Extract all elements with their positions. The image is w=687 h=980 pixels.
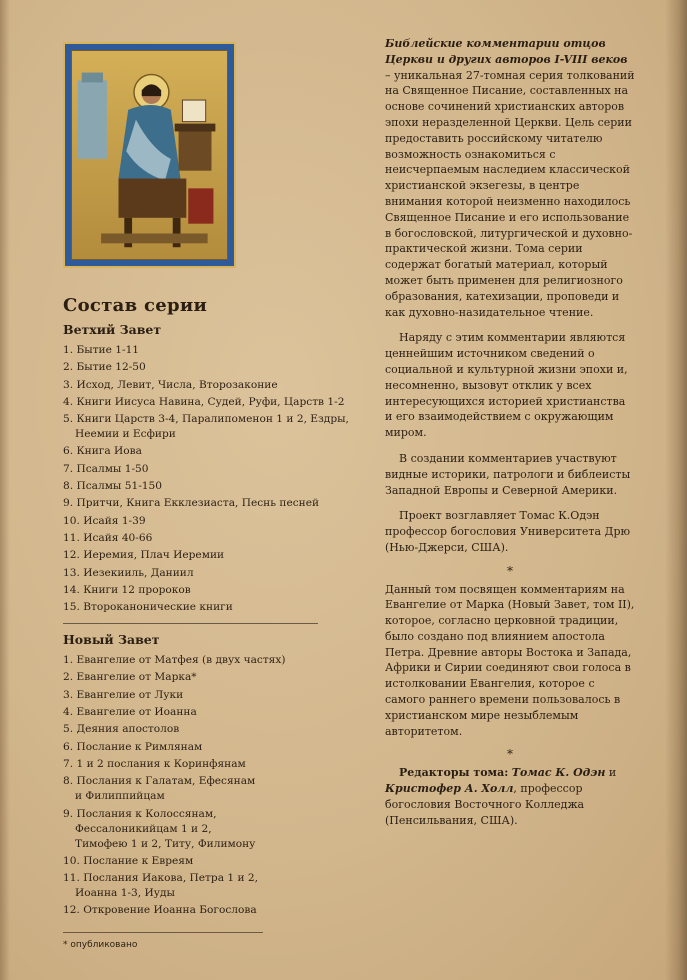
list-item-text: 5. Деяния апостолов xyxy=(63,723,180,736)
footnote-divider xyxy=(63,932,263,933)
list-item xyxy=(63,600,323,615)
list-item xyxy=(63,378,323,393)
editor-1: Томас К. Одэн xyxy=(511,766,606,780)
editor-2: Кристофер А. Холл xyxy=(385,782,514,796)
list-item-text: 9. Притчи, Книга Екклезиаста, Песнь песней xyxy=(63,497,320,510)
list-item xyxy=(63,531,323,546)
editors-paragraph xyxy=(385,765,635,828)
list-item-text: 11. Исайя 40-66 xyxy=(63,531,153,544)
list-item-text: 11. Послания Иакова, Петра 1 и 2, xyxy=(63,872,259,885)
list-item-text: 13. Иезекииль, Даниил xyxy=(63,566,194,579)
paragraph-volume: Данный том посвящен комментариям на Евангелие от Марка (Новый Завет, том II), которое, согласно церковной традиции, было создано под влиянием апостола Петра. Древние авторы Востока и Запада, Африки и Сирии соединяют свои голоса в истолковании Евангелия, которое с самого раннего времени пользовалось в христианском мире незыблемым авторитетом. xyxy=(385,582,635,738)
list-item xyxy=(63,757,323,772)
list-item-text: 7. Псалмы 1-50 xyxy=(63,462,149,475)
list-item-text: 12. Откровение Иоанна Богослова xyxy=(63,904,257,917)
evangelist-icon-image xyxy=(63,42,236,268)
separator-star: * xyxy=(507,747,513,762)
paragraph-sources: Наряду с этим комментарии являются ценнейшим источником сведений о социальной и культурной жизни эпохи и, несомненно, вызовут отклик у всех интересующихся историей христианства и его взаимодействием с окружающим миром. xyxy=(385,331,628,440)
separator-star: * xyxy=(507,563,513,578)
divider xyxy=(63,623,318,624)
new-testament-heading: Новый Завет xyxy=(63,632,160,648)
intro-text: – уникальная 27-томная серия толкований на Священное Писание, составленных на основе сочинений христианских авторов эпохи неразделенной Церкви. Цель серии предоставить российскому читателю возможность ознакомиться с неисчерпаемым наследием классической христианской экзегезы, в центре внимания которой неизменно находилось Священное Писание и его использование в богословской, литургической и духовно-практической жизни. Тома серии содержат богатый материал, который может быть применен для религиозного образования, катехизации, проповеди и как духовно-назидательное чтение. xyxy=(385,68,635,319)
list-item xyxy=(63,774,323,804)
list-item xyxy=(63,583,323,598)
list-item-text: 3. Исход, Левит, Числа, Второзаконие xyxy=(63,378,278,391)
list-item-text: 6. Книга Иова xyxy=(63,445,142,458)
list-item xyxy=(63,871,323,901)
list-item-text: 12. Иеремия, Плач Иеремии xyxy=(63,549,225,562)
list-item-continuation: Неемии и Есфири xyxy=(75,428,176,441)
list-item-text: 5. Книги Царств 3-4, Паралипоменон 1 и 2, Ездры, xyxy=(63,413,349,426)
series-description xyxy=(385,36,635,828)
list-item xyxy=(63,462,323,477)
list-item-continuation: и Филиппийцам xyxy=(75,790,165,803)
list-item-continuation: Фессалоникийцам 1 и 2, xyxy=(75,822,212,835)
list-item-text: 10. Исайя 1-39 xyxy=(63,514,146,527)
list-item-text: 4. Книги Иисуса Навина, Судей, Руфи, Царств 1-2 xyxy=(63,395,345,408)
list-item-continuation: Иоанна 1-3, Иуды xyxy=(75,887,175,900)
editors-label: Редакторы тома: xyxy=(399,766,509,780)
list-item-text: 2. Евангелие от Марка* xyxy=(63,671,197,684)
list-item xyxy=(63,444,323,459)
list-item xyxy=(63,807,323,852)
list-item xyxy=(63,566,323,581)
list-item xyxy=(63,395,345,410)
list-item-text: 4. Евангелие от Иоанна xyxy=(63,706,197,719)
list-item-text: 2. Бытие 12-50 xyxy=(63,361,146,374)
list-item xyxy=(63,740,323,755)
footnote: * опубликовано xyxy=(63,940,138,950)
list-item-text: 10. Послание к Евреям xyxy=(63,854,194,867)
list-item-text: 1. Бытие 1-11 xyxy=(63,344,140,356)
page-edge-left xyxy=(0,0,10,980)
list-item xyxy=(63,670,323,685)
list-item-text: 9. Послания к Колоссянам, xyxy=(63,807,217,820)
new-testament-list xyxy=(63,653,323,918)
page-edge-right xyxy=(665,0,687,980)
list-item xyxy=(63,548,323,563)
list-item-text: 15. Второканонические книги xyxy=(63,601,233,614)
series-title: Состав серии xyxy=(63,295,208,316)
editors-and: и xyxy=(605,766,617,780)
list-item xyxy=(63,688,323,703)
list-item xyxy=(63,412,349,442)
paragraph-contributors: В создании комментариев участвуют видные историки, патрологи и библеисты Западной Европы и Северной Америки. xyxy=(385,451,631,497)
list-item xyxy=(63,854,323,869)
list-item xyxy=(63,343,323,358)
evangelist-illustration xyxy=(72,51,227,259)
list-item xyxy=(63,496,323,511)
intro-paragraph xyxy=(385,36,635,320)
list-item xyxy=(63,653,323,668)
series-name: Библейские комментарии отцов Церкви и других авторов I-VIII веков xyxy=(385,37,628,66)
list-item-text: 8. Послания к Галатам, Ефесянам xyxy=(63,775,256,788)
list-item-text: 1. Евангелие от Матфея (в двух частях) xyxy=(63,654,286,667)
list-item-text: 3. Евангелие от Луки xyxy=(63,688,184,701)
list-item-text: 7. 1 и 2 послания к Коринфянам xyxy=(63,757,246,770)
list-item-text: 6. Послание к Римлянам xyxy=(63,740,203,753)
list-item-continuation: Тимофею 1 и 2, Титу, Филимону xyxy=(75,837,256,850)
list-item xyxy=(63,479,323,494)
list-item-text: 8. Псалмы 51-150 xyxy=(63,480,163,493)
editors-rest: , профессор богословия Восточного Колледжа (Пенсильвания, США). xyxy=(385,782,585,827)
old-testament-list xyxy=(63,343,349,615)
list-item xyxy=(63,903,323,918)
list-item xyxy=(63,514,323,529)
list-item xyxy=(63,705,323,720)
list-item xyxy=(63,360,323,375)
paragraph-project-lead: Проект возглавляет Томас К.Одэн профессор богословия Университета Дрю (Нью-Джерси, США). xyxy=(385,509,631,554)
old-testament-heading: Ветхий Завет xyxy=(63,322,162,337)
series-composition xyxy=(63,295,349,921)
list-item-text: 14. Книги 12 пророков xyxy=(63,583,191,596)
list-item xyxy=(63,722,323,737)
